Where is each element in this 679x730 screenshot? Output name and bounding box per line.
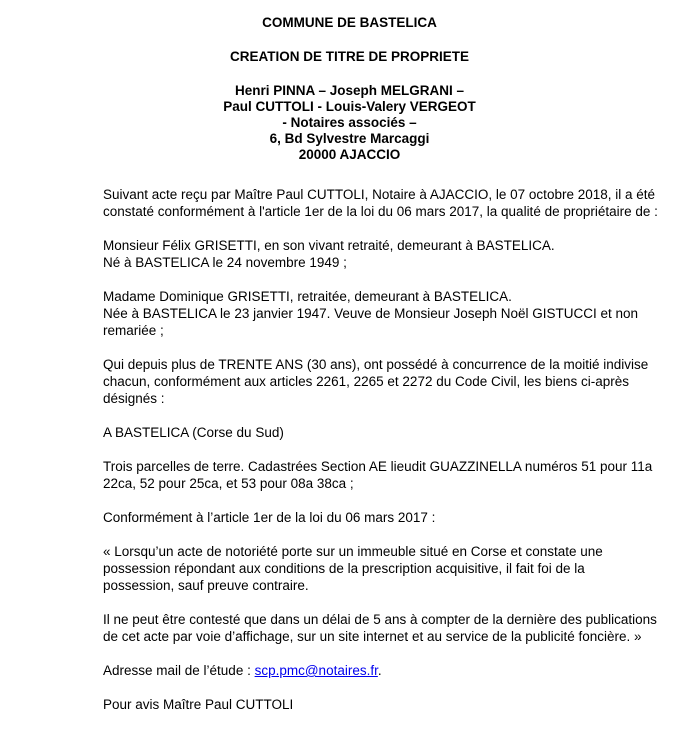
- text-line: de cet acte par voie d’affichage, sur un site internet et au service de la publicité foncière. »: [103, 629, 642, 644]
- email-paragraph: [103, 662, 673, 679]
- text-line: chacun, conformément aux articles 2261, 2265 et 2272 du Code Civil, les biens ci-après: [103, 374, 630, 389]
- text-line: Conformément à l’article 1er de la loi du 06 mars 2017 :: [103, 510, 436, 525]
- text-line: constaté conformément à l'article 1er de la loi du 06 mars 2017, la qualité de propriétaire de :: [103, 204, 658, 219]
- email-link[interactable]: scp.pmc@notaires.fr: [254, 663, 378, 678]
- text-line: Né à BASTELICA le 24 novembre 1949 ;: [103, 255, 347, 270]
- text-line: Pour avis Maître Paul CUTTOLI: [103, 697, 294, 712]
- text-line: Monsieur Félix GRISETTI, en son vivant retraité, demeurant à BASTELICA.: [103, 238, 555, 253]
- email-suffix: .: [377, 663, 382, 678]
- notaries-line-2: Paul CUTTOLI - Louis-Valery VERGEOT: [223, 99, 476, 114]
- text-line: désignés :: [103, 391, 165, 406]
- text-line: Suivant acte reçu par Maître Paul CUTTOLI, Notaire à AJACCIO, le 07 octobre 2018, il a été: [103, 187, 656, 202]
- text-line: « Lorsqu’un acte de notoriété porte sur un immeuble situé en Corse et constate une: [103, 544, 603, 559]
- text-line: Il ne peut être contesté que dans un délai de 5 ans à compter de la dernière des publications: [103, 612, 657, 627]
- text-line: possession répondant aux conditions de la prescription acquisitive, il fait foi de la: [103, 561, 585, 576]
- text-line: Trois parcelles de terre. Cadastrées Section AE lieudit GUAZZINELLA numéros 51 pour 11a: [103, 459, 653, 474]
- location-paragraph: [103, 424, 673, 441]
- notaries-line-3: - Notaires associés –: [282, 115, 417, 130]
- text-line: A BASTELICA (Corse du Sud): [103, 425, 284, 440]
- owner1-paragraph: [103, 237, 673, 271]
- quote-paragraph-2: [103, 611, 673, 645]
- email-label: Adresse mail de l’étude :: [103, 663, 255, 678]
- owner2-paragraph: [103, 288, 673, 339]
- quote-paragraph-1: [103, 543, 673, 594]
- text-line: remariée ;: [103, 323, 164, 338]
- commune-heading: COMMUNE DE BASTELICA: [262, 15, 437, 30]
- text-line: Madame Dominique GRISETTI, retraitée, demeurant à BASTELICA.: [103, 289, 512, 304]
- text-line: 22ca, 52 pour 25ca, et 53 pour 08a 38ca ;: [103, 476, 354, 491]
- notaries-block: [10, 83, 679, 163]
- possession-paragraph: [103, 356, 673, 407]
- document-title: CREATION DE TITRE DE PROPRIETE: [229, 49, 470, 64]
- text-line: Qui depuis plus de TRENTE ANS (30 ans), ont possédé à concurrence de la moitié indivise: [103, 357, 649, 372]
- notaries-city: 20000 AJACCIO: [298, 147, 401, 162]
- text-line: Née à BASTELICA le 23 janvier 1947. Veuve de Monsieur Joseph Noël GISTUCCI et non: [103, 306, 639, 321]
- intro-paragraph: [103, 186, 673, 220]
- signature: [103, 696, 673, 713]
- notaries-address: 6, Bd Sylvestre Marcaggi: [269, 131, 430, 146]
- parcels-paragraph: [103, 458, 673, 492]
- text-line: possession, sauf preuve contraire.: [103, 578, 309, 593]
- document-body: [103, 186, 673, 730]
- notaries-line-1: Henri PINNA – Joseph MELGRANI –: [234, 83, 465, 98]
- law-reference-paragraph: [103, 509, 673, 526]
